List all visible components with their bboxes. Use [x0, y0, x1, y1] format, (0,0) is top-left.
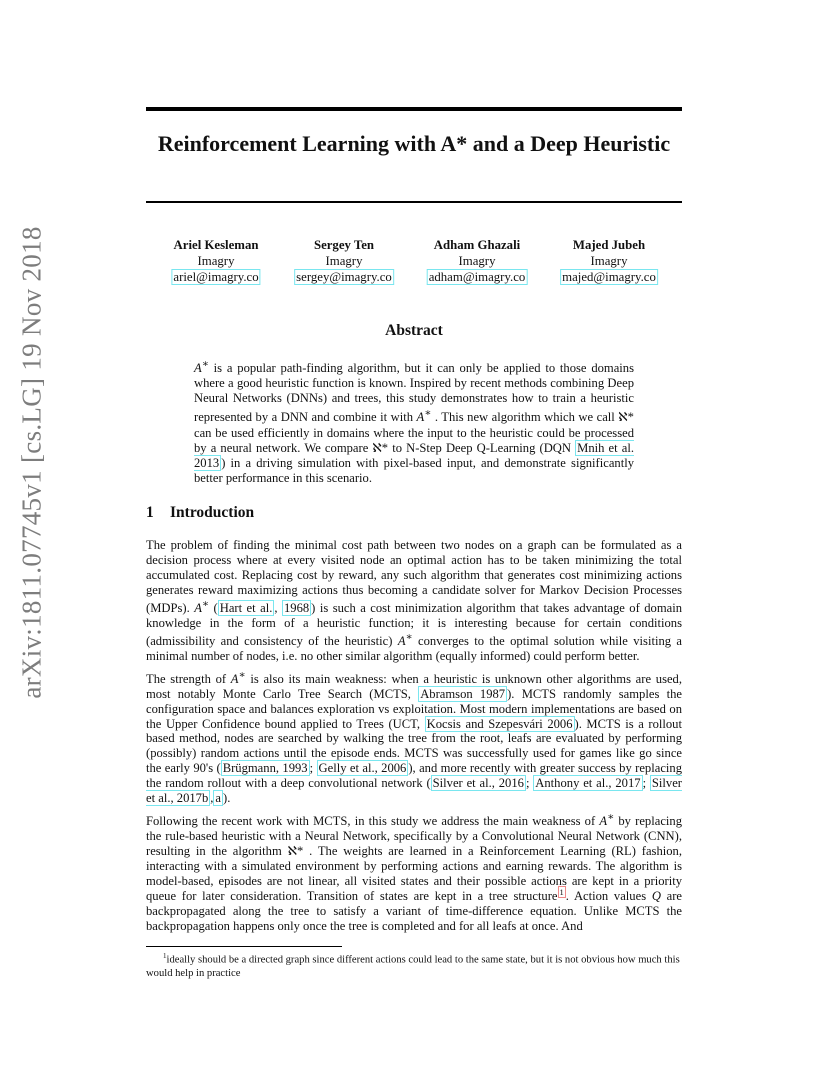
author-email-link[interactable]: majed@imagry.co [562, 270, 656, 284]
author-affiliation: Imagry [197, 253, 235, 268]
footnote-reference[interactable]: 1 [559, 886, 564, 897]
title-rule-bottom [146, 201, 682, 203]
author-4 [560, 238, 658, 286]
author-email-link[interactable]: adham@imagry.co [428, 270, 526, 284]
section-title: Introduction [170, 504, 255, 521]
author-name: Majed Jubeh [572, 238, 646, 252]
author-1 [171, 238, 260, 286]
author-email-link[interactable]: ariel@imagry.co [173, 270, 259, 284]
citation-link[interactable]: 1968 [283, 600, 310, 615]
citation-link[interactable]: Silver et al., 2016 [432, 776, 524, 791]
arxiv-identifier: arXiv:1811.07745v1 [cs.LG] 19 Nov 2018 [16, 225, 47, 699]
citation-link[interactable]: Gelly et al., 2006 [318, 761, 407, 776]
footnote-text: ideally should be a directed graph since different actions could lead to the same state, but it is not obvious how much this would help in practice [146, 954, 680, 979]
abstract-heading: Abstract [385, 322, 443, 339]
citation-link[interactable]: Abramson 1987 [420, 686, 506, 701]
citation-link[interactable]: Kocsis and Szepesvári 2006 [426, 716, 573, 731]
author-affiliation: Imagry [458, 253, 496, 268]
abstract-text: A∗ is a popular path-finding algorithm, but it can only be applied to those domains where a good heuristic function is known. Inspired by recent methods combining Deep Neural Networks (DNNs) and trees, this study demonstrates how to train a heuristic represented by a DNN and combine it with A∗ . This new algorithm which we call ℵ* can be used efficiently in domains where the input to the heuristic could be processed by a neural network. We compare ℵ* to N-Step Deep Q-Learning (DQN Mnih et al. 2013 ) in a driving simulation with pixel-based input, and demonstrate significantly better performance in this scenario. [194, 359, 634, 486]
author-affiliation: Imagry [325, 253, 363, 268]
paragraph-2: The strength of A∗ is also its main weakness: when a heuristic is unknown other algorithms are used, most notably Monte Carlo Tree Search (MCTS, Abramson 1987 ). MCTS randomly samples the configuration space and balances exploration vs exploitation. Most modern implementations are based on the Upper Confidence bound applied to Trees (UCT, Kocsis and Szepesvári 2006 ). MCTS is a rollout based method, nodes are searched by walking the tree from the root, leafs are evaluated by performing (possibly) random actions until the episode ends. MCTS was successfully used for games like go since the early 90's ( Brügmann, 1993 ; Gelly et al., 2006 ), and more recently with greater success by replacing the random rollout with a deep convolutional network ( Silver et al., 2016 ; Anthony et al., 2017 ; Silver et al., 2017b , a ). [146, 669, 683, 806]
paper-title: Reinforcement Learning with A* and a Deep Heuristic [157, 131, 671, 156]
author-name: Adham Ghazali [433, 238, 521, 252]
author-2 [294, 238, 394, 286]
paragraph-1: The problem of finding the minimal cost path between two nodes on a graph can be formulated as a decision process where at every visited node an optimal action has to be taken minimizing the total accumulated cost. Replacing cost by reward, any such algorithm that generates cost minimizing actions generates reward maximizing actions thus becoming a candidate solver for Markov Decision Processes (MDPs). A∗ ( Hart et al. , 1968 ) is such a cost minimization algorithm that takes advantage of domain knowledge in the form of a heuristic function; it is interesting because for certain conditions (admissibility and consistency of the heuristic) A∗ converges to the optimal solution while visiting a minimal number of nodes, i.e. no other similar algorithm (equally informed) could perform better. [146, 538, 683, 663]
citation-link[interactable]: a [215, 791, 222, 806]
author-name: Ariel Kesleman [173, 238, 259, 252]
section-heading-introduction [146, 504, 254, 522]
footnote [146, 950, 682, 980]
paragraph-3: Following the recent work with MCTS, in this study we address the main weakness of A∗ by replacing the rule-based heuristic with a Neural Network, specifically by a Convolutional Neural Network (CNN), resulting in the algorithm ℵ* . The weights are learned in a Reinforcement Learning (RL) fashion, interacting with a simulated environment by performing actions and earning rewards. The algorithm is model-based, episodes are not linear, all visited states and their possible actions are kept in a priority queue for later consideration. Transition of states are kept in a tree structure $^1$ . Action values Q are backpropagated along the tree to satisfy a variant of time-difference equation. Unlike MCTS the backpropagation happens only once the tree is completed and for all leafs at once. And [146, 811, 683, 933]
author-name: Sergey Ten [313, 238, 375, 252]
citation-link[interactable]: Mnih et al. 2013 [194, 440, 634, 470]
arxiv-side-stamp [8, 225, 56, 699]
section-number: 1 [146, 504, 154, 521]
author-email-link[interactable]: sergey@imagry.co [296, 270, 392, 284]
citation-link[interactable]: Hart et al. [219, 600, 273, 615]
introduction-body [146, 538, 682, 938]
title-rule-top [146, 107, 682, 111]
author-3 [427, 238, 528, 286]
citation-link[interactable]: Silver et al., 2017b [146, 776, 682, 806]
author-affiliation: Imagry [590, 253, 628, 268]
footnote-mark: 1 [163, 952, 167, 960]
citation-link[interactable]: Anthony et al., 2017 [535, 776, 641, 791]
citation-link[interactable]: Brügmann, 1993 [222, 761, 308, 776]
footnote-rule [146, 946, 342, 947]
